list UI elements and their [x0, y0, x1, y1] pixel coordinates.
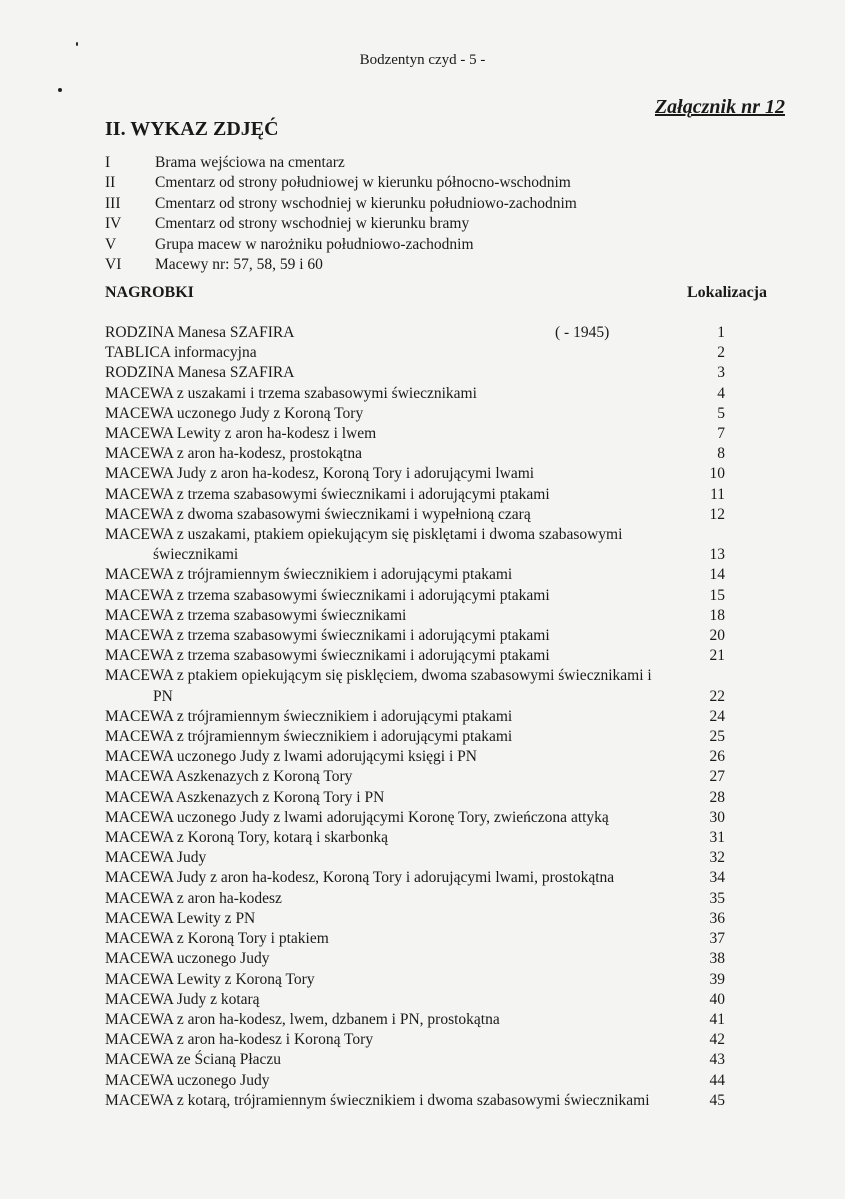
tombstone-row: [105, 586, 725, 606]
tombstone-location: 31: [709, 829, 725, 847]
tombstone-location: 35: [709, 889, 725, 907]
tombstone-row: [105, 404, 725, 424]
tombstone-row: [105, 949, 725, 969]
tombstone-description: MACEWA z trójramiennym świecznikiem i adorującymi ptakami: [105, 728, 513, 746]
tombstone-row: [105, 505, 725, 525]
photo-number: I: [105, 154, 111, 171]
tombstone-description: RODZINA Manesa SZAFIRA: [105, 364, 295, 382]
tombstone-description: MACEWA z trzema szabasowymi świecznikami: [105, 606, 407, 624]
photo-number: III: [105, 194, 121, 212]
column-header-tombstones: NAGROBKI: [105, 284, 194, 301]
tombstone-row: [105, 889, 725, 909]
tombstone-description: MACEWA z aron ha-kodesz i Koroną Tory: [105, 1031, 374, 1049]
tombstone-description: MACEWA z trójramiennym świecznikiem i adorującymi ptakami: [105, 707, 513, 725]
tombstone-row: [105, 646, 725, 666]
tombstone-location: 14: [709, 566, 725, 584]
photo-row: [105, 235, 745, 255]
tombstone-location: 42: [709, 1031, 725, 1049]
tombstone-row: [105, 707, 725, 727]
tombstone-location: 25: [709, 728, 725, 746]
tombstone-row: [105, 1030, 725, 1050]
tombstone-row: [105, 929, 725, 949]
tombstone-description: MACEWA uczonego Judy: [105, 1071, 270, 1089]
tombstone-description: MACEWA z Koroną Tory i ptakiem: [105, 930, 329, 948]
tombstone-row: [105, 424, 725, 444]
tombstone-description: MACEWA z trzema szabasowymi świecznikami i adorującymi ptakami: [105, 586, 550, 604]
tombstone-description: MACEWA uczonego Judy z Koroną Tory: [105, 404, 364, 422]
tombstone-row: [105, 1010, 725, 1030]
tombstone-row: [105, 788, 725, 808]
tombstone-row: [105, 626, 725, 646]
tombstone-location: 40: [709, 990, 725, 1008]
tombstone-location: 12: [709, 505, 725, 523]
scan-speck: [58, 88, 62, 92]
tombstone-row: [105, 848, 725, 868]
tombstone-location: 8: [717, 445, 725, 463]
tombstone-row: [105, 343, 725, 363]
tombstone-row: [105, 828, 725, 848]
photo-description: Brama wejściowa na cmentarz: [155, 154, 345, 171]
tombstone-row: [105, 1071, 725, 1091]
tombstone-description: MACEWA z ptakiem opiekującym się pisklęciem, dwoma szabasowymi świecznikami i PN: [105, 667, 652, 705]
tombstone-description: MACEWA z dwoma szabasowymi świecznikami i wypełnioną czarą: [105, 505, 531, 523]
tombstone-row: [105, 1091, 725, 1111]
tombstone-location: 30: [709, 808, 725, 826]
tombstone-location: 10: [709, 465, 725, 483]
tombstone-row: [105, 363, 725, 383]
tombstone-description: TABLICA informacyjna: [105, 344, 257, 362]
tombstone-description: MACEWA Lewity z PN: [105, 909, 256, 927]
tombstone-row: [105, 565, 725, 585]
tombstone-location: 1: [717, 324, 725, 341]
tombstone-description: MACEWA Judy z aron ha-kodesz, Koroną Tory i adorującymi lwami: [105, 465, 535, 483]
tombstone-description: MACEWA z trójramiennym świecznikiem i adorującymi ptakami: [105, 566, 513, 584]
tombstone-location: 27: [709, 768, 725, 786]
tombstone-description: MACEWA Judy: [105, 849, 207, 867]
tombstone-description: MACEWA Judy z kotarą: [105, 990, 260, 1008]
tombstone-location: 37: [709, 930, 725, 948]
tombstone-row: [105, 525, 725, 565]
photo-row: [105, 153, 745, 173]
tombstone-description: MACEWA uczonego Judy z lwami adorującymi Koronę Tory, zwieńczona attyką: [105, 808, 609, 826]
tombstone-description: MACEWA Aszkenazych z Koroną Tory: [105, 768, 353, 786]
tombstone-location: 15: [709, 586, 725, 604]
scan-speck: [76, 42, 78, 46]
tombstone-description: MACEWA z Koroną Tory, kotarą i skarbonką: [105, 829, 389, 847]
photo-row: [105, 173, 745, 193]
tombstone-row: [105, 384, 725, 404]
tombstone-row: [105, 990, 725, 1010]
tombstone-description: MACEWA z aron ha-kodesz, prostokątna: [105, 445, 362, 463]
tombstone-row: [105, 909, 725, 929]
tombstone-row: [105, 970, 725, 990]
tombstone-description: MACEWA z uszakami i trzema szabasowymi świecznikami: [105, 384, 477, 402]
photo-row: [105, 194, 745, 214]
tombstone-description: MACEWA uczonego Judy z lwami adorującymi księgi i PN: [105, 748, 477, 766]
tombstone-row: [105, 323, 725, 343]
photo-description: Cmentarz od strony wschodniej w kierunku bramy: [155, 215, 470, 233]
photo-number: II: [105, 174, 116, 192]
tombstone-location: 18: [709, 606, 725, 624]
tombstone-row: [105, 727, 725, 747]
tombstone-description: MACEWA z aron ha-kodesz: [105, 889, 282, 907]
tombstone-row: [105, 808, 725, 828]
photo-description: Cmentarz od strony południowej w kierunku północno-wschodnim: [155, 174, 571, 192]
tombstone-location: 20: [709, 627, 725, 645]
tombstone-description: MACEWA Judy z aron ha-kodesz, Koroną Tory i adorującymi lwami, prostokątna: [105, 869, 615, 887]
appendix-label: Załącznik nr 12: [654, 96, 785, 118]
tombstone-location: 7: [717, 425, 725, 443]
tombstone-row: [105, 767, 725, 787]
tombstone-row: [105, 444, 725, 464]
tombstone-description: MACEWA z uszakami, ptakiem opiekującym się pisklętami i dwoma szabasowymi świecznikami: [105, 526, 623, 564]
tombstone-description: MACEWA uczonego Judy: [105, 950, 270, 968]
tombstone-location: 28: [709, 788, 725, 806]
tombstone-row: [105, 485, 725, 505]
photo-description: Cmentarz od strony wschodniej w kierunku południowo-zachodnim: [155, 194, 577, 212]
photo-row: [105, 255, 745, 275]
photo-number: VI: [105, 255, 122, 273]
tombstone-row: [105, 666, 725, 706]
tombstone-location: 34: [709, 869, 725, 887]
photo-description: Grupa macew w narożniku południowo-zachodnim: [155, 235, 474, 253]
photo-row: [105, 214, 745, 234]
tombstone-location: 21: [709, 647, 725, 665]
photo-description: Macewy nr: 57, 58, 59 i 60: [155, 255, 323, 273]
tombstone-location: 32: [709, 849, 725, 867]
tombstone-location: 4: [717, 384, 725, 402]
column-header-location: Lokalizacja: [687, 284, 767, 301]
tombstone-date: ( - 1945): [555, 324, 610, 341]
section-title: II. WYKAZ ZDJĘĆ: [105, 118, 279, 140]
tombstone-location: 11: [710, 485, 725, 503]
tombstone-location: 2: [717, 344, 725, 362]
tombstone-description: MACEWA z kotarą, trójramiennym świecznikiem i dwoma szabasowymi świecznikami: [105, 1091, 650, 1109]
tombstone-location: 26: [709, 748, 725, 766]
tombstone-location: 38: [709, 950, 725, 968]
tombstone-description: MACEWA z trzema szabasowymi świecznikami i adorującymi ptakami: [105, 647, 550, 665]
tombstone-row: [105, 868, 725, 888]
tombstone-description: MACEWA ze Ścianą Płaczu: [105, 1051, 282, 1069]
tombstone-location: 43: [709, 1051, 725, 1069]
tombstone-location: 41: [709, 1010, 725, 1028]
tombstone-description: MACEWA z aron ha-kodesz, lwem, dzbanem i PN, prostokątna: [105, 1010, 500, 1028]
tombstone-location: 13: [709, 546, 725, 564]
tombstone-location: 45: [709, 1091, 725, 1109]
tombstone-row: [105, 747, 725, 767]
tombstone-description: RODZINA Manesa SZAFIRA: [105, 324, 295, 341]
tombstone-location: 39: [709, 970, 725, 988]
tombstone-row: [105, 464, 725, 484]
tombstone-description: MACEWA z trzema szabasowymi świecznikami i adorującymi ptakami: [105, 485, 550, 503]
tombstone-location: 36: [709, 909, 725, 927]
page-header: Bodzentyn czyd - 5 -: [359, 52, 486, 68]
photo-number: V: [105, 235, 117, 253]
photo-number: IV: [105, 215, 122, 233]
tombstone-description: MACEWA Lewity z aron ha-kodesz i lwem: [105, 425, 377, 443]
tombstone-row: [105, 1050, 725, 1070]
tombstone-location: 24: [709, 707, 725, 725]
tombstone-location: 44: [709, 1071, 725, 1089]
tombstone-description: MACEWA Aszkenazych z Koroną Tory i PN: [105, 788, 385, 806]
tombstone-location: 3: [717, 364, 725, 382]
tombstone-description: MACEWA z trzema szabasowymi świecznikami i adorującymi ptakami: [105, 627, 550, 645]
tombstone-row: [105, 606, 725, 626]
tombstone-location: 5: [717, 404, 725, 422]
photo-list: [105, 153, 745, 275]
tombstone-location: 22: [709, 687, 725, 705]
tombstone-description: MACEWA Lewity z Koroną Tory: [105, 970, 315, 988]
tombstone-list: [105, 323, 725, 1111]
